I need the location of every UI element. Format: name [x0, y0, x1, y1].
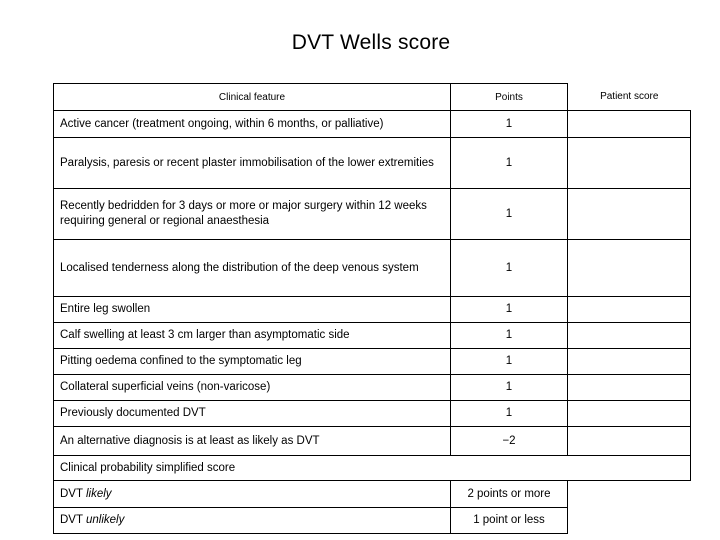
patient-score-cell[interactable] [568, 240, 691, 297]
feature-cell: Pitting oedema confined to the symptomatic leg [54, 349, 451, 375]
feature-cell: An alternative diagnosis is at least as likely as DVT [54, 427, 451, 456]
feature-cell: Collateral superficial veins (non-varicose) [54, 375, 451, 401]
feature-cell: Previously documented DVT [54, 401, 451, 427]
table-row [54, 427, 691, 456]
table-row [54, 189, 691, 240]
page-title: DVT Wells score [291, 31, 451, 54]
header-patient-score: Patient score [568, 84, 691, 111]
table-row [54, 401, 691, 427]
points-cell: 1 [451, 349, 568, 375]
points-cell: 1 [451, 138, 568, 189]
header-points: Points [451, 84, 568, 111]
simplified-score-heading-row [54, 456, 691, 481]
patient-score-cell[interactable] [568, 349, 691, 375]
points-cell: −2 [451, 427, 568, 456]
table-header-row [54, 84, 691, 111]
dvt-likely-row [54, 481, 691, 508]
blank-cell [568, 481, 691, 508]
points-cell: 1 [451, 375, 568, 401]
feature-cell: Localised tenderness along the distribution of the deep venous system [54, 240, 451, 297]
table-row [54, 375, 691, 401]
patient-score-cell[interactable] [568, 427, 691, 456]
table-row [54, 323, 691, 349]
patient-score-cell[interactable] [568, 401, 691, 427]
patient-score-cell[interactable] [568, 111, 691, 138]
dvt-unlikely-label [54, 508, 451, 534]
likely-word: likely [86, 487, 112, 500]
feature-cell: Entire leg swollen [54, 297, 451, 323]
patient-score-cell[interactable] [568, 297, 691, 323]
dvt-likely-label [54, 481, 451, 508]
blank-cell [568, 508, 691, 534]
patient-score-cell[interactable] [568, 138, 691, 189]
points-cell: 1 [451, 111, 568, 138]
points-cell: 1 [451, 189, 568, 240]
dvt-unlikely-row [54, 508, 691, 534]
points-cell: 1 [451, 401, 568, 427]
table-row [54, 297, 691, 323]
unlikely-word: unlikely [86, 514, 125, 526]
header-clinical-feature: Clinical feature [54, 84, 451, 111]
wells-score-table [53, 83, 691, 534]
points-cell: 1 [451, 297, 568, 323]
table-row [54, 138, 691, 189]
dvt-likely-points: 2 points or more [451, 481, 568, 508]
patient-score-cell[interactable] [568, 189, 691, 240]
dvt-unlikely-points: 1 point or less [451, 508, 568, 534]
table-row [54, 349, 691, 375]
table-row [54, 240, 691, 297]
patient-score-cell[interactable] [568, 323, 691, 349]
table-row [54, 111, 691, 138]
feature-cell: Calf swelling at least 3 cm larger than asymptomatic side [54, 323, 451, 349]
dvt-prefix: DVT [60, 487, 83, 500]
feature-cell: Active cancer (treatment ongoing, within 6 months, or palliative) [54, 111, 451, 138]
simplified-score-heading: Clinical probability simplified score [54, 456, 691, 481]
points-cell: 1 [451, 240, 568, 297]
points-cell: 1 [451, 323, 568, 349]
feature-cell: Paralysis, paresis or recent plaster immobilisation of the lower extremities [54, 138, 451, 189]
patient-score-cell[interactable] [568, 375, 691, 401]
feature-cell: Recently bedridden for 3 days or more or major surgery within 12 weeks requiring general or regional anaesthesia [54, 189, 451, 240]
dvt-prefix: DVT [60, 514, 83, 526]
